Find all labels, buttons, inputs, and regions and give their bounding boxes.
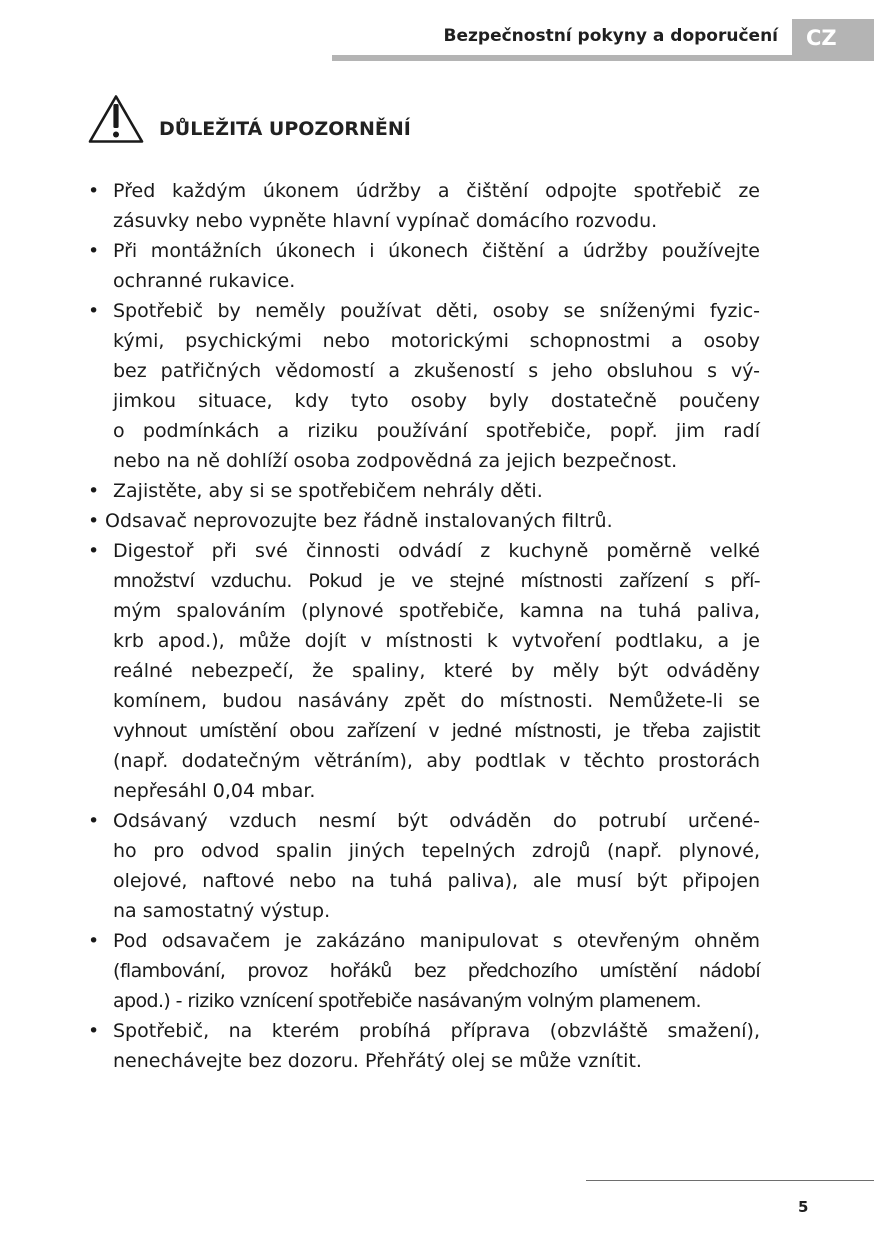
list-item-line: na samostatný výstup. [113,900,331,922]
list-item-line: • Odsavač neprovozujte bez řádně instalovaných filtrů. [105,510,613,532]
list-item [88,476,760,506]
warning-triangle-icon [88,94,144,144]
list-item-line: zásuvky nebo vypněte hlavní vypínač domácího rozvodu. [113,210,658,232]
language-code: CZ [806,26,837,50]
page-number: 5 [798,1198,809,1216]
list-item-line: ochranné rukavice. [113,270,296,292]
list-item [88,926,760,1016]
list-item-line: (flambování, provoz hořáků bez předchozího umístění nádobí [113,960,760,982]
list-item [88,176,760,236]
footer-rule [586,1180,874,1181]
list-item-line: • Před každým úkonem údržby a čištění odpojte spotřebič ze [113,180,760,202]
list-item [88,236,760,296]
list-item-line: • Zajistěte, aby si se spotřebičem nehrály děti. [113,480,543,502]
list-item-line: • Pod odsavačem je zakázáno manipulovat s otevřeným ohněm [113,930,760,952]
list-item-line: • Spotřebič by neměly používat děti, osoby se sníženými fyzic- [113,300,760,322]
warning-heading: DŮLEŽITÁ UPOZORNĚNÍ [159,118,411,140]
list-item-line: komínem, budou nasávány zpět do místnosti. Nemůžete-li se [113,690,760,712]
list-item-line: bez patřičných vědomostí a zkušeností s jeho obsluhou s vý- [113,360,760,382]
list-item-line: nebo na ně dohlíží osoba zodpovědná za jejich bezpečnost. [113,450,678,472]
list-item-line: (např. dodatečným větráním), aby podtlak v těchto prostorách [113,750,760,772]
list-item-line: krb apod.), může dojít v místnosti k vytvoření podtlaku, a je [113,630,760,652]
list-item-line: nepřesáhl 0,04 mbar. [113,780,316,802]
section-title: Bezpečnostní pokyny a doporučení [443,26,778,46]
list-item-line: • Odsávaný vzduch nesmí být odváděn do potrubí určené- [113,810,760,832]
list-item-line: • Digestoř při své činnosti odvádí z kuchyně poměrně velké [113,540,760,562]
list-item-line: mým spalováním (plynové spotřebiče, kamna na tuhá paliva, [113,600,760,622]
list-item-line: apod.) - riziko vznícení spotřebiče nasávaným volným plamenem. [113,990,701,1012]
safety-instructions-list [88,176,760,1076]
list-item-line: vyhnout umístění obou zařízení v jedné místnosti, je třeba zajistit [113,720,760,742]
list-item-line: • Spotřebič, na kterém probíhá příprava (obzvláště smažení), [113,1020,760,1042]
language-tab [792,19,874,61]
list-item-line: jimkou situace, kdy tyto osoby byly dostatečně poučeny [113,390,760,412]
list-item-line: nenechávejte bez dozoru. Přehřátý olej se může vznítit. [113,1050,642,1072]
list-item [88,296,760,476]
list-item [88,506,760,536]
list-item-line: ho pro odvod spalin jiných tepelných zdrojů (např. plynové, [113,840,760,862]
list-item-line: množství vzduchu. Pokud je ve stejné místnosti zařízení s pří- [113,570,760,592]
list-item-line: o podmínkách a riziku používání spotřebiče, popř. jim radí [113,420,760,442]
list-item [88,806,760,926]
list-item [88,536,760,806]
header-rule [332,55,792,61]
list-item-line: reálné nebezpečí, že spaliny, které by měly být odváděny [113,660,760,682]
list-item-line: kými, psychickými nebo motorickými schopnostmi a osoby [113,330,760,352]
list-item [88,1016,760,1076]
list-item-line: • Při montážních úkonech i úkonech čištění a údržby používejte [113,240,760,262]
list-item-line: olejové, naftové nebo na tuhá paliva), ale musí být připojen [113,870,760,892]
